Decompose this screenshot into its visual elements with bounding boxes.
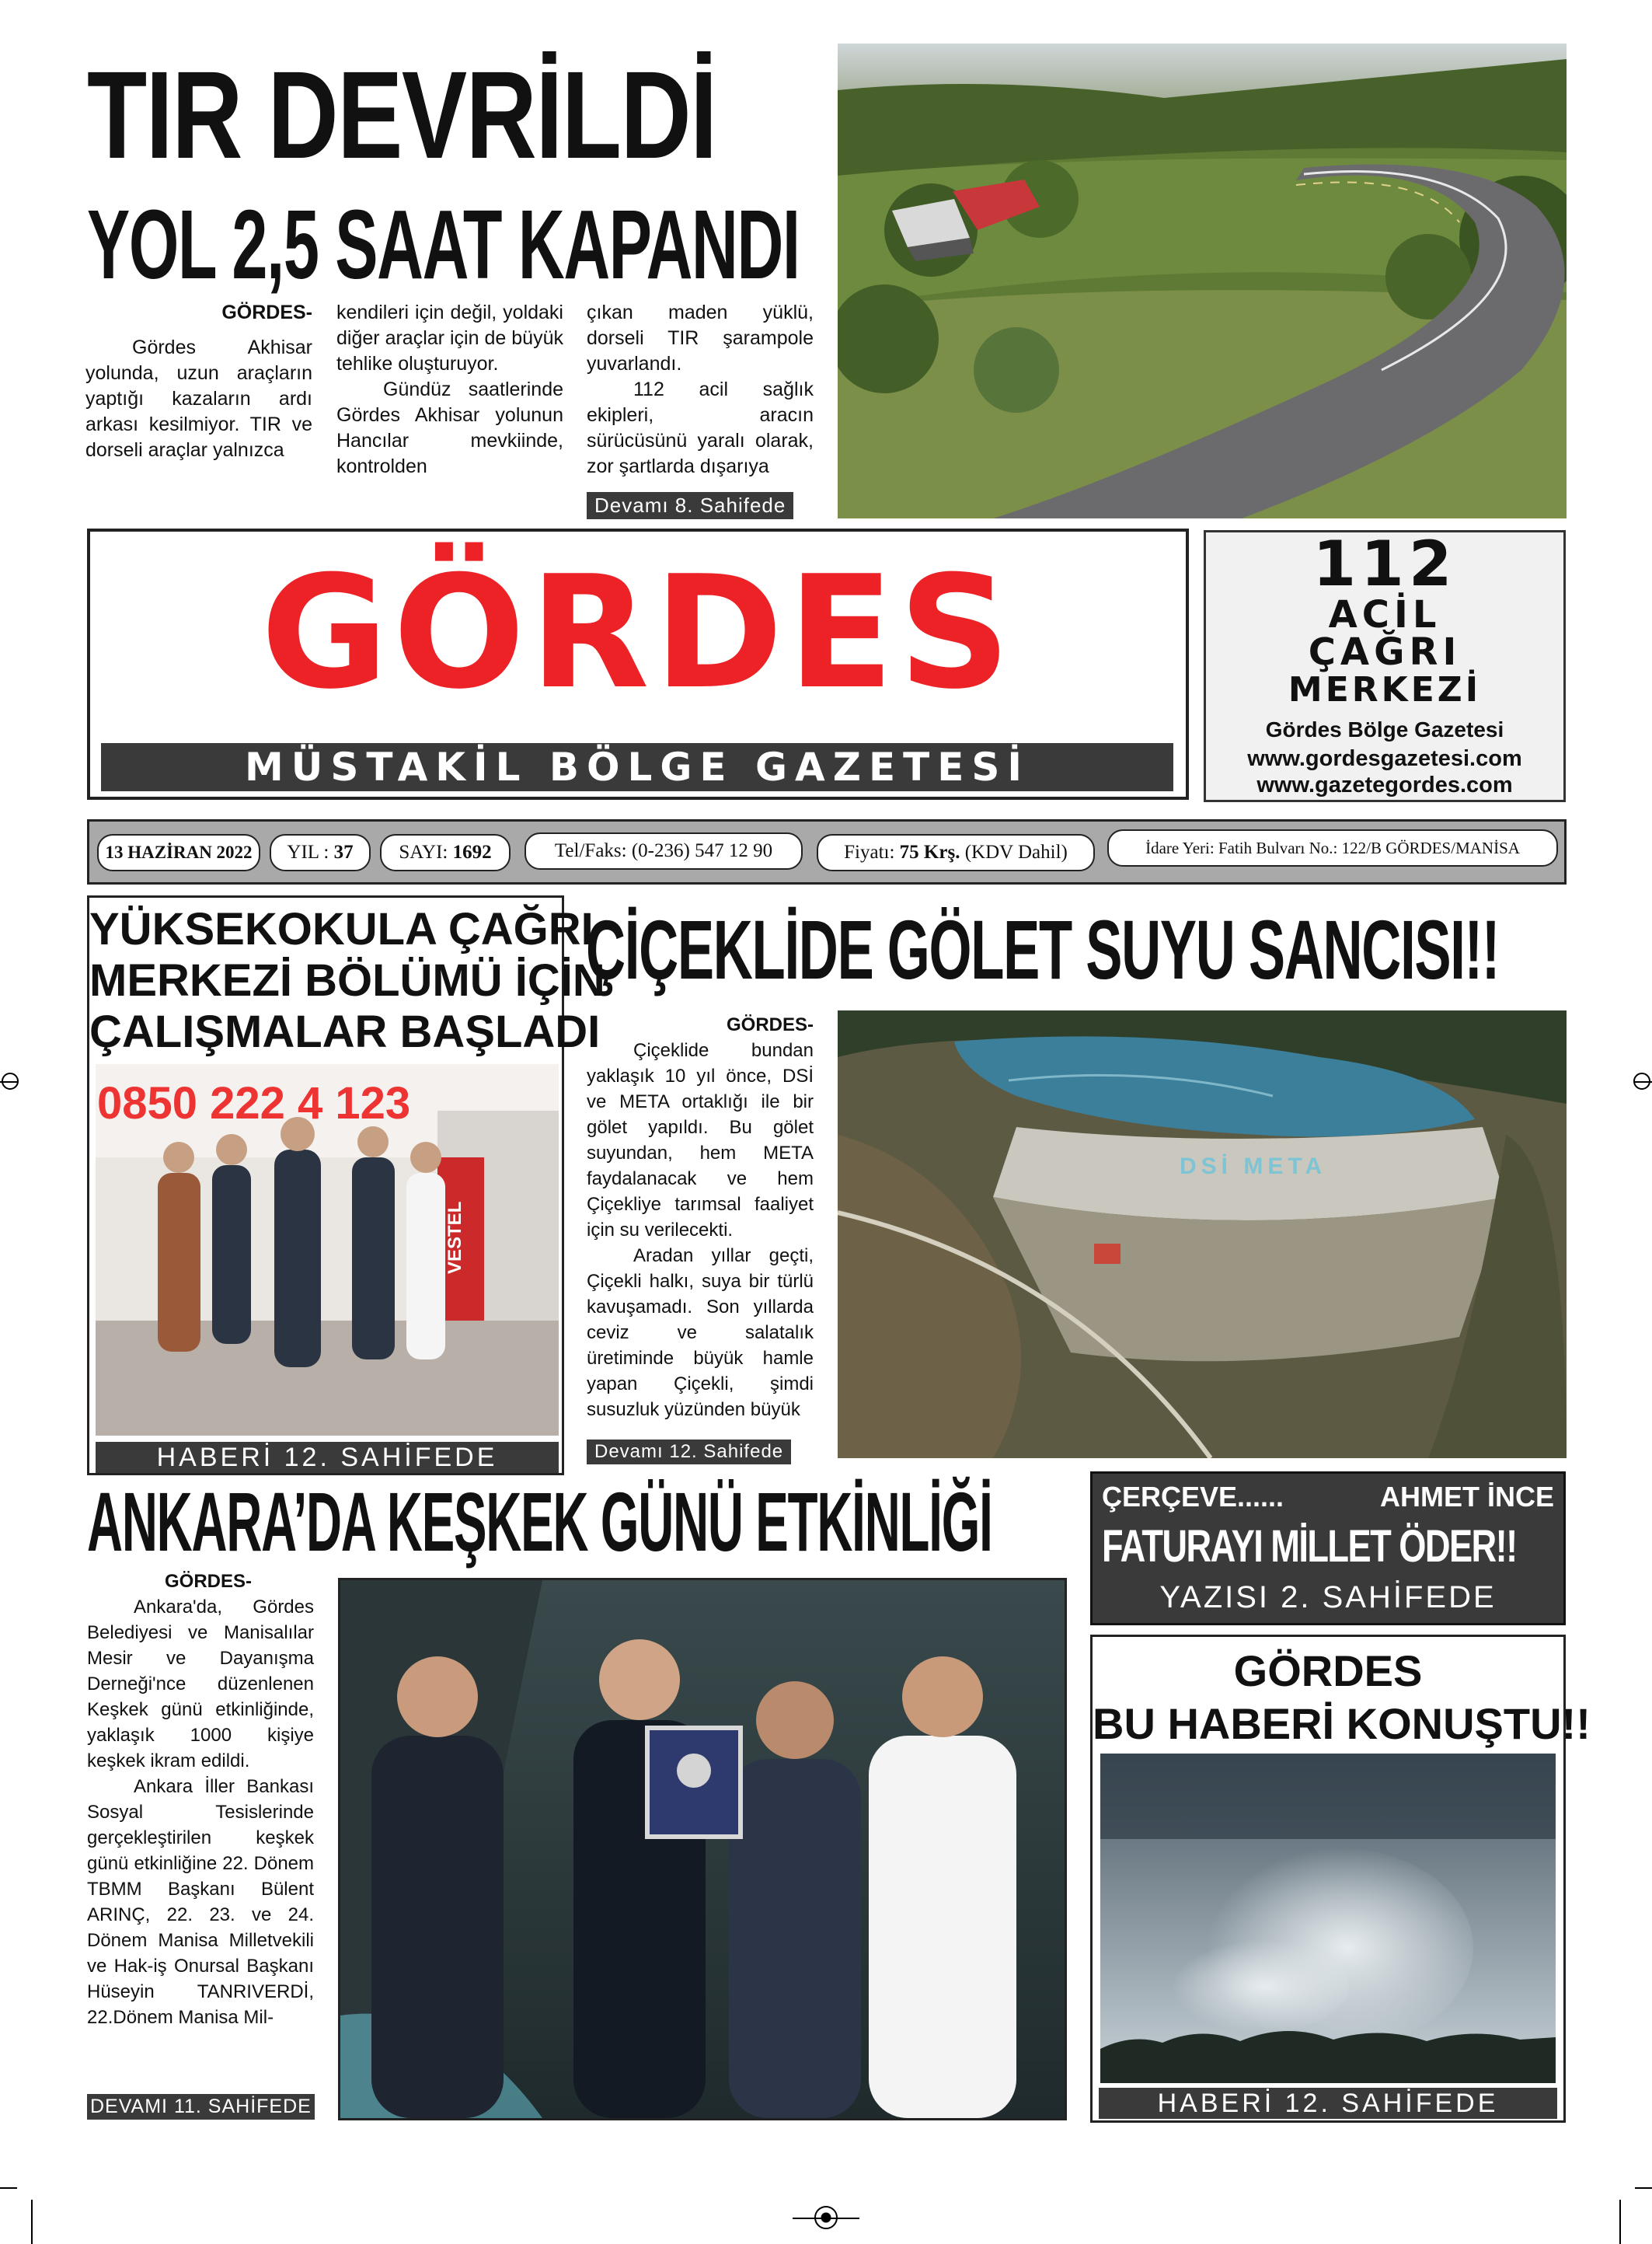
ad-number: 112 <box>1312 528 1457 600</box>
road-scene-image <box>838 44 1567 518</box>
column-continue[interactable]: YAZISI 2. SAHİFEDE <box>1159 1580 1497 1614</box>
story5-title-2: BU HABERİ KONUŞTU!! <box>1093 1699 1591 1748</box>
dam-aerial-image <box>838 1010 1567 1458</box>
registration-line-bottom <box>793 2218 859 2219</box>
story1-text-3a: çıkan maden yüklü, dorseli TIR şarampole yuvarlandı. <box>587 302 814 375</box>
masthead-subtitle: MÜSTAKİL BÖLGE GAZETESİ <box>244 745 1030 790</box>
crop-mark-bottom-left-h <box>0 2187 17 2189</box>
ad-website-2[interactable]: www.gazetegordes.com <box>1256 773 1513 797</box>
story1-place: GÖRDES- <box>221 302 312 323</box>
story1-column-2 <box>336 300 563 480</box>
officials-visit-image <box>96 1064 559 1436</box>
masthead-subtitle-bar <box>101 743 1173 791</box>
story1-column-3 <box>587 300 814 480</box>
callcenter-photo <box>96 1064 559 1436</box>
storm-cloud-image <box>1100 1754 1556 2083</box>
story4-column <box>87 1569 314 2030</box>
story1-continue-tag[interactable]: Devamı 8. Sahifede <box>587 492 793 519</box>
story2-title-1: YÜKSEKOKULA ÇAĞRI <box>89 904 594 954</box>
story1-text-2a: kendileri için değil, yoldaki diğer araçlar için de büyük tehlike oluşturuyor. <box>336 302 563 375</box>
award-ceremony-image <box>340 1580 1065 2118</box>
dam-text: DSİ META <box>1180 1153 1327 1179</box>
ad-website-1[interactable]: www.gordesgazetesi.com <box>1247 746 1522 771</box>
headline-keskek: ANKARA’DA KEŞKEK GÜNÜ ETKİNLİĞİ <box>87 1474 992 1569</box>
headline-golet: ÇİÇEKLİDE GÖLET SUYU SANCISI!! <box>586 902 1500 996</box>
column-box <box>1090 1471 1566 1625</box>
registration-mark-left <box>2 1073 19 1090</box>
ad-line-2: ÇAĞRI <box>1308 630 1462 674</box>
ad-line-3: MERKEZİ <box>1288 670 1482 710</box>
story5-title-1: GÖRDES <box>1233 1646 1423 1695</box>
crop-mark-bottom-right <box>1619 2200 1621 2244</box>
callcenter-story-box <box>87 895 605 1475</box>
cloud-story-box <box>1090 1635 1591 2123</box>
price: Fiyatı: 75 Krş. (KDV Dahil) <box>817 834 1095 871</box>
dam-photo <box>838 1010 1567 1458</box>
column-title[interactable]: FATURAYI MİLLET ÖDER!! <box>1102 1521 1517 1572</box>
story2-title-3: ÇALIŞMALAR BAŞLADI <box>89 1007 601 1057</box>
story3-column <box>587 1012 814 1422</box>
story1-text-1: Gördes Akhisar yolunda, uzun araçların yaptığı kazaların ardı arkası kesilmiyor. TIR ve dorseli araçlar yalnızca <box>85 337 312 461</box>
photo-sign-text: 0850 222 4 123 <box>97 1078 411 1129</box>
column-label: ÇERÇEVE...... <box>1102 1481 1284 1513</box>
story4-text-2: Ankara İller Bankası Sosyal Tesislerinde gerçekleştirilen keşkek günü etkinliğine 22. Dönem TBMM Başkanı Bülent ARINÇ, 22. 23. ve 24. Dönem Manisa Milletvekili ve Hak-iş Onursal Başkanı Hüseyin TANRIVERDİ, 22.Dönem Manisa Mil- <box>87 1776 314 2028</box>
ad-line-1: ACİL <box>1328 593 1441 637</box>
office-address: İdare Yeri: Fatih Bulvarı No.: 122/B GÖRDES/MANİSA <box>1107 829 1558 867</box>
emergency-112-ad <box>1204 530 1566 802</box>
photo-brand-text: VESTEL <box>444 1201 465 1274</box>
cloud-photo <box>1100 1754 1556 2083</box>
headline-tir-devrildi: TIR DEVRİLDİ <box>87 45 716 184</box>
story5-continue-tag[interactable]: HABERİ 12. SAHİFEDE <box>1099 2088 1557 2119</box>
registration-mark-right <box>1633 1073 1650 1090</box>
crop-mark-bottom-left <box>31 2200 33 2244</box>
truck-accident-photo <box>838 44 1567 518</box>
story2-continue-tag[interactable]: HABERİ 12. SAHİFEDE <box>96 1442 559 1473</box>
ad-publisher: Gördes Bölge Gazetesi <box>1265 717 1504 742</box>
issue-number: SAYI: 1692 <box>380 834 511 871</box>
story1-text-2b: Gündüz saatlerinde Gördes Akhisar yolunun Hancılar mevkiinde, kontrolden <box>336 379 563 477</box>
headline-yol-kapandi: YOL 2,5 SAAT KAPANDI <box>87 190 800 299</box>
story3-text-1: Çiçeklide bundan yaklaşık 10 yıl önce, DSİ ve META ortaklığı ile bir gölet yapıldı. Bu gölet suyundan, hem META faydalanacak ve hem Çiçekliye tarımsal faaliyet için su verilecekti. <box>587 1040 814 1241</box>
story1-text-3b: 112 acil sağlık ekipleri, aracın sürücüsünü yaralı olarak, zor şartlarda dışarıya <box>587 379 814 477</box>
story4-text-1: Ankara'da, Gördes Belediyesi ve Manisalılar Mesir ve Dayanışma Derneği'nce düzenlenen Keşkek günü etkinliğinde, yaklaşık 1000 kişiye keşkek ikram edildi. <box>87 1597 314 1771</box>
contact-phone: Tel/Faks: (0-236) 547 12 90 <box>525 832 803 870</box>
story1-column-1 <box>85 300 312 463</box>
masthead-box <box>87 529 1189 800</box>
issue-year: YIL : 37 <box>270 834 371 871</box>
story3-continue-tag[interactable]: Devamı 12. Sahifede <box>587 1440 791 1464</box>
story2-title-2: MERKEZİ BÖLÜMÜ İÇİN <box>89 955 605 1006</box>
story3-place: GÖRDES- <box>726 1014 814 1035</box>
story4-place: GÖRDES- <box>165 1571 253 1592</box>
story4-continue-tag[interactable]: DEVAMI 11. SAHİFEDE <box>87 2094 315 2120</box>
column-author: AHMET İNCE <box>1380 1481 1554 1513</box>
keskek-event-photo <box>338 1578 1067 2120</box>
masthead-title: GÖRDES <box>260 543 1016 724</box>
info-bar <box>87 819 1567 885</box>
issue-date: 13 HAZİRAN 2022 <box>97 834 260 871</box>
crop-mark-bottom-right-h <box>1635 2187 1652 2189</box>
story3-text-2: Aradan yıllar geçti, Çiçekli halkı, suya bir türlü kavuşamadı. Son yıllarda ceviz ve salatalık üretiminde büyük hamle yapan Çiçekli, şimdi susuzluk yüzünden büyük <box>587 1245 814 1420</box>
